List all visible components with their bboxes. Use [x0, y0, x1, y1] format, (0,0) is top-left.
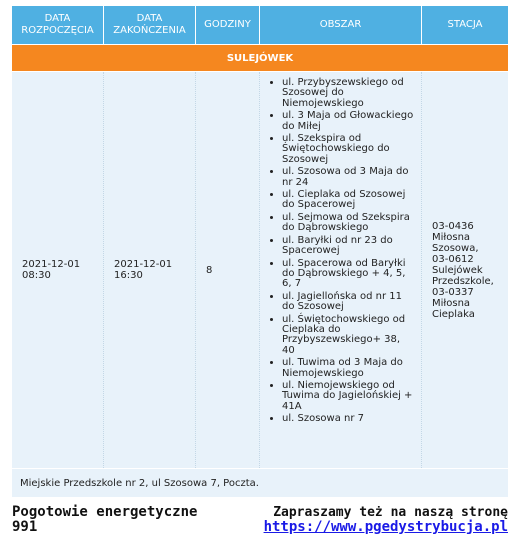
header-station: STACJA	[422, 6, 508, 44]
area-cell	[260, 72, 422, 468]
table-header-row	[12, 6, 508, 44]
header-area: OBSZAR	[260, 6, 422, 44]
list-item: • ul. Spacerowa od Baryłki do Dąbrowskiego + 4, 5, 6, 7	[282, 259, 415, 290]
header-end-date: DATA ZAKOŃCZENIA	[104, 6, 196, 44]
website-link[interactable]: https://www.pgedystrybucja.pl	[263, 519, 508, 535]
list-item: • ul. Jagiellońska od nr 11 do Szosowej	[282, 292, 415, 313]
city-row	[12, 44, 508, 72]
emergency-text: Pogotowie energetyczne 991	[12, 504, 198, 535]
list-item: • ul. Cieplaka od Szosowej do Spacerowej	[282, 190, 415, 211]
footer	[12, 505, 508, 545]
list-item: • ul. Tuwima od 3 Maja do Niemojewskiego	[282, 358, 415, 379]
end-date-cell: 2021-12-01 16:30	[104, 72, 196, 468]
outage-table	[12, 6, 508, 497]
street-list	[272, 78, 415, 425]
list-item: • ul. Szosowa od 3 Maja do nr 24	[282, 167, 415, 188]
emergency-phone	[12, 505, 212, 535]
list-item: • ul. Baryłki od nr 23 do Spacerowej	[282, 236, 415, 257]
list-item: • ul. Niemojewskiego od Tuwima do Jagielońskiej + 41A	[282, 381, 415, 412]
note-text: Miejskie Przedszkole nr 2, ul Szosowa 7, Poczta.	[12, 468, 508, 497]
note-row	[12, 468, 508, 497]
city-name: SULEJÓWEK	[12, 44, 508, 72]
list-item: • ul. Szosowa nr 7	[282, 414, 415, 424]
list-item: • ul. 3 Maja od Głowackiego do Miłej	[282, 111, 415, 132]
hours-cell: 8	[196, 72, 260, 468]
list-item: • ul. Sejmowa od Szekspira do Dąbrowskiego	[282, 213, 415, 234]
outage-table-container	[12, 6, 508, 497]
invite-text: Zapraszamy też na naszą stronę	[273, 505, 508, 520]
website-invite	[264, 505, 508, 535]
header-start-date: DATA ROZPOCZĘCIA	[12, 6, 104, 44]
station-cell: 03-0436 Miłosna Szosowa, 03-0612 Sulejówek Przedszkole, 03-0337 Miłosna Cieplaka	[422, 72, 508, 468]
list-item: • ul. Świętochowskiego od Cieplaka do Przybyszewskiego+ 38, 40	[282, 315, 415, 357]
start-date-cell: 2021-12-01 08:30	[12, 72, 104, 468]
list-item: • ul. Szekspira od Świętochowskiego do Szosowej	[282, 134, 415, 165]
list-item: • ul. Przybyszewskiego od Szosowej do Niemojewskiego	[282, 78, 415, 109]
header-hours: GODZINY	[196, 6, 260, 44]
table-row	[12, 72, 508, 468]
